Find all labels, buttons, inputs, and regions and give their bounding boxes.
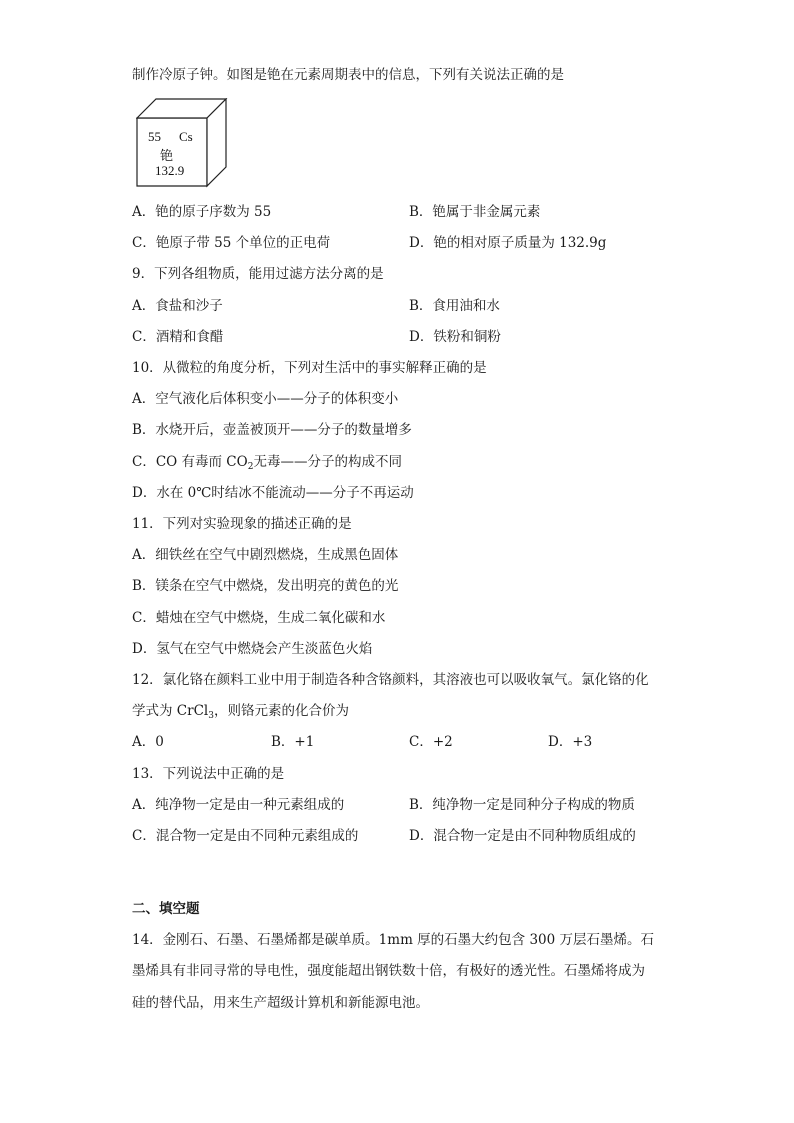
q12-stem2-post: ，则铬元素的化合价为	[213, 703, 349, 719]
question-13-stem: 13．下列说法中正确的是	[132, 766, 285, 782]
q11-option-c: C．蜡烛在空气中燃烧，生成二氧化碳和水	[132, 610, 386, 626]
q9-option-a: A．食盐和沙子	[132, 298, 223, 314]
q13-option-a: A．纯净物一定是由一种元素组成的	[132, 797, 345, 813]
question-14-line3: 硅的替代品，用来生产超级计算机和新能源电池。	[132, 995, 429, 1011]
q12-option-c: C．+2	[409, 734, 453, 750]
cesium-element-card	[136, 98, 228, 188]
q12-option-a: A．0	[132, 734, 164, 750]
q12-option-d: D．+3	[548, 734, 593, 750]
question-10-stem: 10．从微粒的角度分析，下列对生活中的事实解释正确的是	[132, 360, 487, 376]
q12-option-b: B．+1	[271, 734, 315, 750]
element-name: 铯	[160, 148, 174, 163]
q13-option-c: C．混合物一定是由不同种元素组成的	[132, 828, 359, 844]
section-title-fill-in: 二、填空题	[132, 901, 200, 917]
q10-option-c-pre: C．CO 有毒而 CO	[132, 454, 248, 470]
q10-option-b: B．水烧开后，壶盖被顶开——分子的数量增多	[132, 422, 412, 438]
question-12-stem-line2	[132, 702, 349, 720]
q10-option-a: A．空气液化后体积变小——分子的体积变小	[132, 391, 399, 407]
q11-option-b: B．镁条在空气中燃烧，发出明亮的黄色的光	[132, 578, 399, 594]
question-11-stem: 11．下列对实验现象的描述正确的是	[132, 516, 352, 532]
q12-stem2-sub: 3	[208, 711, 214, 721]
element-symbol: Cs	[179, 129, 193, 144]
q9-option-c: C．酒精和食醋	[132, 329, 224, 345]
q8-option-d: D．铯的相对原子质量为 132.9g	[409, 235, 607, 251]
question-14-line2: 墨烯具有非同寻常的导电性，强度能超出钢铁数十倍，有极好的透光性。石墨烯将成为	[132, 963, 645, 979]
q8-option-b: B．铯属于非金属元素	[409, 204, 541, 220]
q8-option-c: C．铯原子带 55 个单位的正电荷	[132, 235, 331, 251]
q8-option-a: A．铯的原子序数为 55	[132, 204, 272, 220]
q10-option-c-post: 无毒——分子的构成不同	[253, 454, 402, 470]
q13-option-d: D．混合物一定是由不同种物质组成的	[409, 828, 636, 844]
question-14-line1: 14．金刚石、石墨、石墨烯都是碳单质。1mm 厚的石墨大约包含 300 万层石墨烯。石	[132, 932, 655, 948]
q11-option-d: D．氢气在空气中燃烧会产生淡蓝色火焰	[132, 641, 373, 657]
atomic-mass: 132.9	[155, 163, 185, 178]
question-8-stem: 制作冷原子钟。如图是铯在元素周期表中的信息，下列有关说法正确的是	[132, 67, 564, 83]
q11-option-a: A．细铁丝在空气中剧烈燃烧，生成黑色固体	[132, 547, 399, 563]
q10-option-d: D．水在 0℃时结冰不能流动——分子不再运动	[132, 485, 414, 501]
atomic-number: 55	[148, 129, 161, 144]
q12-stem2-pre: 学式为 CrCl	[132, 703, 209, 719]
q9-option-b: B．食用油和水	[409, 298, 500, 314]
question-9-stem: 9．下列各组物质，能用过滤方法分离的是	[132, 266, 384, 282]
q13-option-b: B．纯净物一定是同种分子构成的物质	[409, 797, 635, 813]
q10-option-c	[132, 453, 402, 471]
q10-option-c-sub: 2	[247, 462, 254, 472]
q9-option-d: D．铁粉和铜粉	[409, 329, 501, 345]
question-12-stem-line1: 12．氯化铬在颜料工业中用于制造各种含铬颜料，其溶液也可以吸收氧气。氯化铬的化	[132, 672, 649, 688]
